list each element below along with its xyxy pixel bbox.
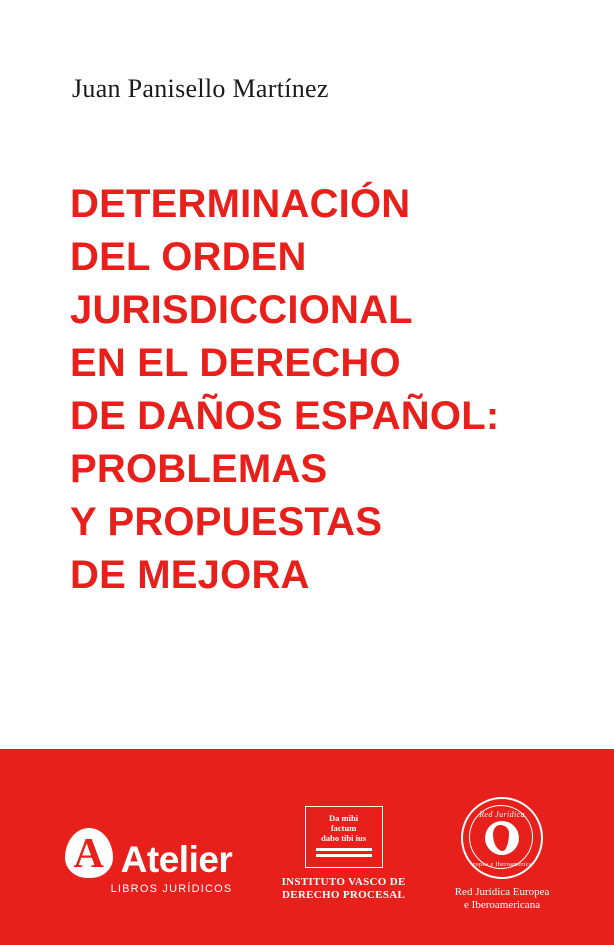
- author-name: Juan Panisello Martínez: [72, 74, 329, 103]
- atelier-tagline: LIBROS JURÍDICOS: [110, 882, 233, 895]
- atelier-monogram-letter: A: [73, 830, 104, 877]
- network-seal-bottom-text: Europea e Iberoamericana: [465, 861, 539, 868]
- institute-motto-line: dabo tibi ius: [321, 833, 367, 843]
- book-title: [70, 178, 570, 602]
- atelier-wordmark: Atelier: [120, 838, 233, 880]
- network-name: [455, 886, 550, 912]
- title-line: DEL ORDEN: [70, 235, 307, 279]
- institute-motto-line: Da mihi: [329, 813, 359, 823]
- institute-logo-ivdp: [282, 806, 406, 902]
- network-name-line: Red Jurídica Europea: [454, 885, 550, 898]
- institute-emblem-icon: [305, 806, 383, 868]
- institute-name-line: DERECHO PROCESAL: [282, 889, 406, 901]
- title-line: EN EL DERECHO: [70, 341, 401, 385]
- title-line: Y PROPUESTAS: [70, 500, 383, 544]
- title-line: PROBLEMAS: [70, 447, 328, 491]
- title-line: DETERMINACIÓN: [70, 182, 411, 226]
- title-line: DE DAÑOS ESPAÑOL:: [70, 394, 500, 438]
- title-line: DE MEJORA: [70, 553, 310, 597]
- network-name-line: e Iberoamericana: [464, 898, 541, 911]
- title-line: JURISDICCIONAL: [70, 288, 413, 332]
- network-seal-icon: [461, 797, 543, 879]
- institute-name-line: INSTITUTO VASCO DE: [281, 876, 406, 888]
- network-logo-red-juridica: [455, 797, 550, 912]
- institute-book-bars-icon: [316, 848, 372, 860]
- institute-name: [282, 876, 406, 902]
- atelier-monogram-icon: [65, 828, 113, 878]
- globe-icon: [485, 821, 519, 855]
- publisher-logo-atelier: [65, 828, 233, 895]
- network-seal-top-text: Red Jurídica: [479, 809, 526, 819]
- logo-row: [0, 749, 614, 945]
- institute-motto-line: factum: [330, 823, 357, 833]
